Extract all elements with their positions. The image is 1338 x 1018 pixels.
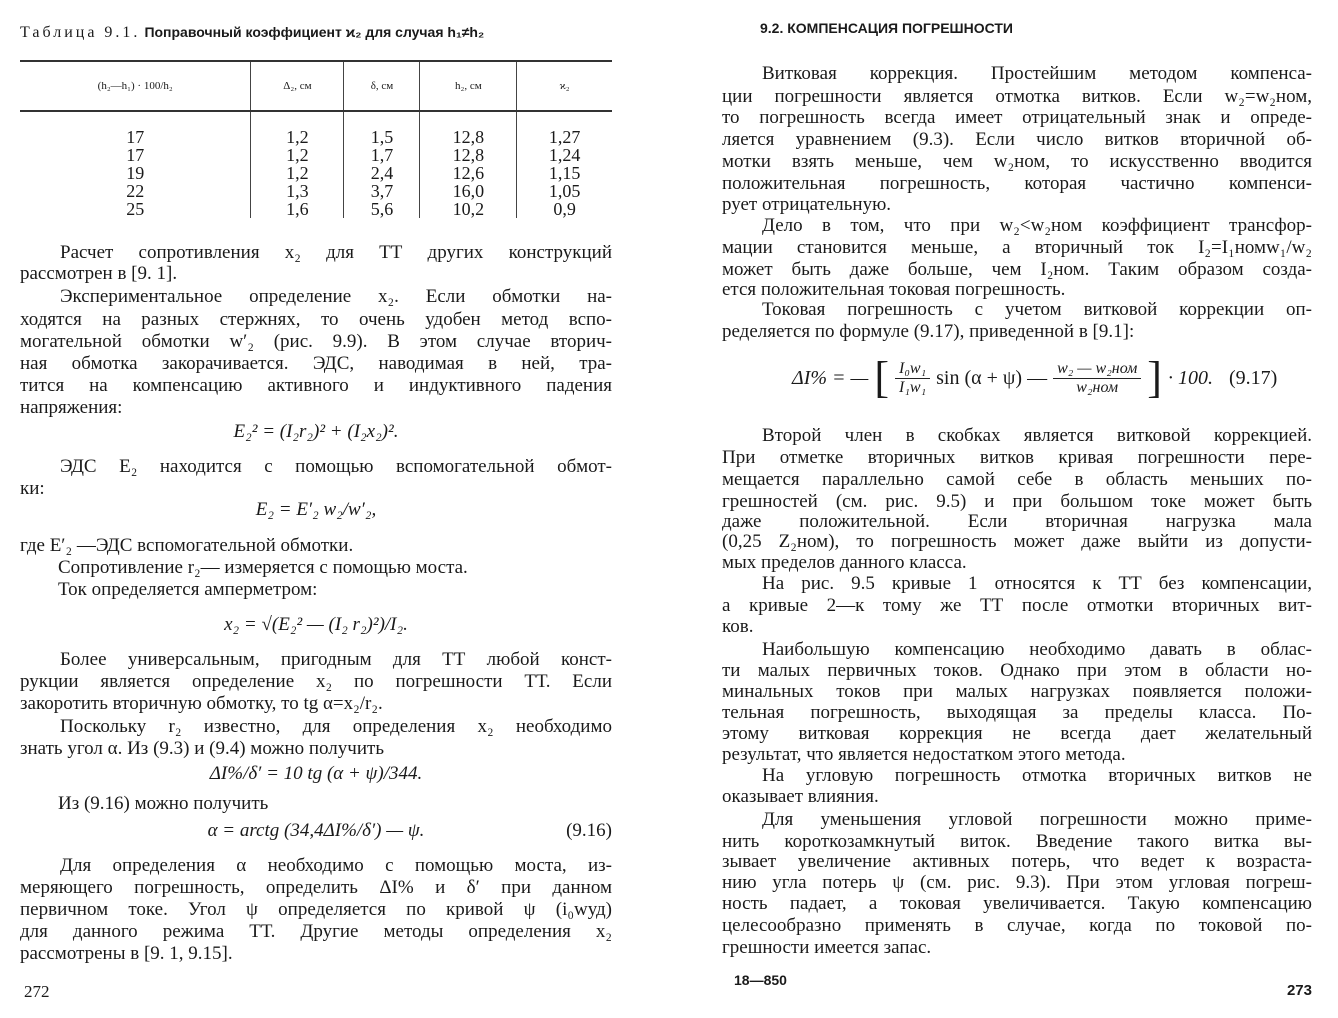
table-header-row [20, 61, 612, 111]
text-line: ки: [20, 478, 45, 499]
table-cell: 0,9 [517, 200, 612, 218]
text-line: даже положительной. Если вторичная нагрузка мала [722, 511, 1312, 532]
text-line: Витковая коррекция. Простейшим методом компенса- [762, 63, 1312, 84]
table-row [20, 111, 612, 146]
table-cell: 12,8 [420, 146, 517, 164]
text-line: грешностей (см. рис. 9.5) и при большом токе может быть [722, 491, 1312, 512]
text-line: мотки взять меньше, чем w₂ном, то искусственно вводится [722, 151, 1312, 172]
text-line: знать угол α. Из (9.3) и (9.4) можно получить [20, 738, 384, 759]
fraction-2 [1053, 360, 1141, 397]
text-line: Расчет сопротивления x₂ для ТТ других конструкций [60, 242, 612, 263]
text-line: тится на компенсацию активного и индуктивного падения [20, 375, 612, 396]
signature-mark: 18—850 [734, 972, 787, 988]
text-line: закоротить вторичную обмотку, то tg α=x₂/r₂. [20, 693, 383, 714]
text-line: Экспериментальное определение x₂. Если обмотки на- [60, 286, 612, 307]
formula-line: E₂ = E′₂ w₂/w′₂, [255, 499, 377, 520]
formula-lhs: ΔI% = — [792, 366, 869, 389]
formula-line: x₂ = √(E₂² — (I₂ r₂)²)/I₂. [224, 614, 408, 635]
text-line: положительная погрешность, которая частично компенси- [722, 173, 1312, 194]
text-line: ЭДС E₂ находится с помощью вспомогательной обмот- [60, 456, 612, 477]
table-cell: 10,2 [420, 200, 517, 218]
text-line: Для определения α необходимо с помощью моста, из- [60, 855, 612, 876]
text-line: мых пределов данного класса. [722, 552, 967, 573]
fraction-1-numerator: I₀w₁ [895, 360, 930, 379]
text-line: Более универсальным, пригодным для ТТ любой конст- [60, 649, 612, 670]
table-cell: 1,2 [251, 164, 344, 182]
text-line: тельная погрешность, выходящая за пределы класса. По- [722, 702, 1312, 723]
page-number: 273 [1286, 982, 1312, 999]
table-cell: 5,6 [344, 200, 420, 218]
text-line: (0,25 Z₂ном), то погрешность может даже выйти из допусти- [722, 531, 1312, 552]
text-line: Токовая погрешность с учетом витковой коррекции оп- [762, 299, 1312, 320]
text-line: результат, что является недостатком этого метода. [722, 744, 1126, 765]
table-cell: 1,5 [344, 111, 420, 146]
text-line: рует отрицательную. [722, 194, 892, 215]
text-line: ков. [722, 616, 754, 637]
text-line: ходятся на разных стержнях, то очень удобен метод вспо- [20, 309, 612, 330]
text-line: ти малых первичных токов. Однако при этом в области но- [722, 660, 1312, 681]
column-header: δ, см [344, 61, 420, 111]
formula-line: α = arctg (34,4ΔI%/δ′) — ψ. [207, 820, 425, 841]
right-page [722, 0, 1312, 1018]
bracket-close: ] [1147, 353, 1162, 402]
text-line: минальных токов при малых нагрузках появляется положи- [722, 681, 1312, 702]
table-cell: 1,05 [517, 182, 612, 200]
table-cell: 2,4 [344, 164, 420, 182]
table-cell: 19 [126, 163, 145, 183]
text-line: первичном токе. Угол ψ определяется по кривой ψ (i₀wуд) [20, 899, 612, 920]
text-line: меряющего погрешность, определить ΔI% и δ′ при данном [20, 877, 612, 898]
table-row [20, 164, 612, 182]
table-caption-prefix: Таблица 9.1. [20, 24, 141, 41]
text-line: При отметке вторичных витков кривая погрешности пере- [722, 447, 1312, 468]
page-number: 272 [24, 982, 50, 1001]
text-line: целесообразно применять в случае, когда по токовой по- [722, 915, 1312, 936]
text-line: где E′₂ —ЭДС вспомогательной обмотки. [20, 535, 354, 556]
column-header: Δ₂, см [251, 61, 344, 111]
text-line: Дело в том, что при w₂<w₂ном коэффициент трансфор- [762, 215, 1312, 236]
table-cell: 16,0 [420, 182, 517, 200]
table-cell: 3,7 [344, 182, 420, 200]
text-line: ется положительная токовая погрешность. [722, 279, 1066, 300]
bracket-open: [ [874, 353, 889, 402]
fraction-1 [895, 360, 930, 397]
text-line: рассмотрен в [9. 1]. [20, 263, 178, 284]
table-cell: 12,6 [420, 164, 517, 182]
column-header: h₂, см [420, 61, 517, 111]
table-cell: 1,7 [344, 146, 420, 164]
formula-9-17 [792, 353, 1278, 402]
table-cell: 25 [126, 199, 145, 219]
text-line: зывает увеличение активных потерь, что ведет к возраста- [722, 851, 1312, 872]
text-line: для данного режима ТТ. Другие методы определения x₂ [20, 921, 612, 942]
formula-tail: · 100. [1167, 366, 1213, 389]
text-line: этому витковая коррекция не всегда дает желательный [722, 723, 1312, 744]
text-line: ная обмотка закорачивается. ЭДС, наводимая в ней, тра- [20, 353, 612, 374]
table-cell: 1,2 [251, 146, 344, 164]
formula-line: E₂² = (I₂r₂)² + (I₂x₂)². [233, 421, 399, 442]
formula-middle: sin (α + ψ) — [936, 366, 1048, 389]
text-line: может быть даже больше, чем I₂ном. Таким образом созда- [722, 259, 1312, 280]
text-line: нить короткозамкнутый виток. Введение такого витка вы- [722, 831, 1312, 852]
text-line: Сопротивление r₂— измеряется с помощью моста. [58, 557, 468, 578]
text-line: Второй член в скобках является витковой коррекцией. [762, 425, 1312, 446]
text-line: ции погрешности является отмотка витков. Если w₂=w₂ном, [722, 86, 1312, 107]
table-row [20, 200, 612, 218]
text-line: мещается параллельно самой себе в область меньших по- [722, 469, 1312, 490]
text-line: ределяется по формуле (9.17), приведенной в [9.1]: [722, 321, 1135, 342]
text-line: мации становится меньше, а вторичный ток I₂=I₁номw₁/w₂ [722, 237, 1312, 258]
left-page [20, 0, 612, 1018]
table-cell: 12,8 [420, 111, 517, 146]
table-row [20, 182, 612, 200]
column-header: (h₂—h₁) · 100/h₂ [20, 61, 251, 111]
text-line: Для уменьшения угловой погрешности можно приме- [762, 809, 1312, 830]
table-cell: 1,24 [517, 146, 612, 164]
text-line: рассмотрены в [9. 1, 9.15]. [20, 943, 233, 964]
table-cell: 1,3 [251, 182, 344, 200]
text-line: могательной обмотки w′₂ (рис. 9.9). В этом случае вторич- [20, 331, 612, 352]
correction-table [20, 60, 612, 218]
text-line: Ток определяется амперметром: [58, 579, 318, 600]
table-cell: 1,27 [517, 111, 612, 146]
text-line: то погрешность всегда имеет отрицательный знак и опреде- [722, 107, 1312, 128]
text-line: а кривые 2—к тому же ТТ после отмотки вторичных вит- [722, 595, 1312, 616]
table-cell: 1,6 [251, 200, 344, 218]
fraction-2-numerator: w₂ — w₂ном [1053, 360, 1141, 379]
fraction-1-denominator: I₁w₁ [899, 378, 927, 396]
text-line: Поскольку r₂ известно, для определения x₂ необходимо [60, 716, 612, 737]
formula-line: ΔI%/δ′ = 10 tg (α + ψ)/344. [209, 763, 423, 784]
text-line: грешности имеется запас. [722, 937, 932, 958]
table-cell: 1,15 [517, 164, 612, 182]
text-line: На рис. 9.5 кривые 1 относятся к ТТ без компенсации, [762, 573, 1312, 594]
table-row [20, 146, 612, 164]
text-line: Из (9.16) можно получить [58, 793, 269, 814]
text-line: На угловую погрешность отмотка вторичных витков не [762, 765, 1312, 786]
table-cell: 1,2 [251, 111, 344, 146]
fraction-2-denominator: w₂ном [1076, 378, 1119, 396]
text-line: рукции является определение x₂ по погрешности ТТ. Если [20, 671, 612, 692]
text-line: напряжения: [20, 397, 123, 418]
text-line: ляется уравнением (9.3). Если число витков вторичной об- [722, 129, 1312, 150]
column-header: ϰ₂ [517, 61, 612, 111]
section-heading: 9.2. КОМПЕНСАЦИЯ ПОГРЕШНОСТИ [760, 20, 1013, 36]
equation-number: (9.16) [566, 820, 612, 841]
text-line: нию угла потерь ψ (см. рис. 9.3). При этом угловая погреш- [722, 872, 1312, 893]
equation-number: (9.17) [1228, 366, 1278, 389]
table-cell: 17 [126, 127, 145, 147]
table-cell: 17 [126, 145, 145, 165]
table-caption-title: Поправочный коэффициент ϰ₂ для случая h₁≠h₂ [144, 24, 485, 40]
text-line: Наибольшую компенсацию необходимо давать в облас- [762, 639, 1312, 660]
table-cell: 22 [126, 181, 145, 201]
table-caption [20, 24, 484, 42]
text-line: ность падает, а токовая увеличивается. Такую компенсацию [722, 893, 1312, 914]
text-line: оказывает влияния. [722, 786, 879, 807]
